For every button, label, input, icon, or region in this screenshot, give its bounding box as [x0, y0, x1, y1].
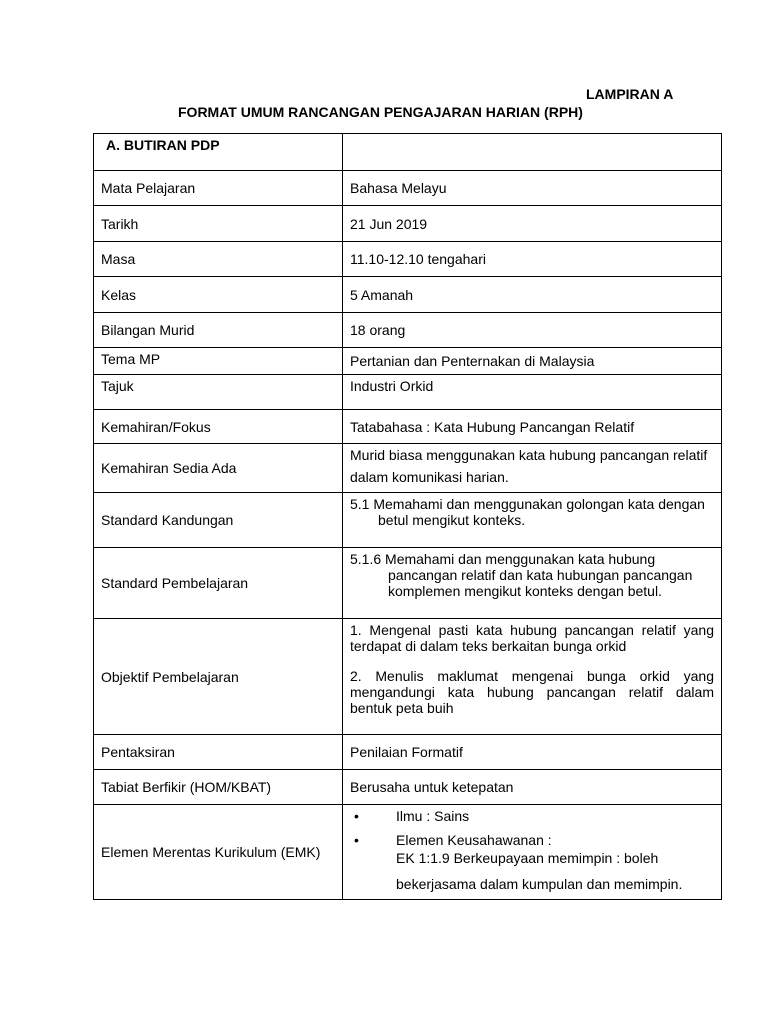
appendix-label: LAMPIRAN A: [586, 86, 674, 102]
objectives-label: Objektif Pembelajaran: [94, 619, 343, 735]
topic-label: Tajuk: [94, 375, 343, 410]
table-row: [94, 493, 722, 548]
prior-skill-line-2: dalam komunikasi harian.: [350, 469, 509, 485]
time-value: 11.10-12.10 tengahari: [343, 242, 722, 277]
table-row: [94, 410, 722, 444]
learning-standard-text: 5.1.6 Memahami dan menggunakan kata hubung pancangan relatif dan kata hubungan pancangan komplemen mengikut konteks dengan betul.: [350, 551, 693, 599]
emk-list: [350, 808, 714, 848]
section-heading: A. BUTIRAN PDP: [94, 134, 343, 171]
objective-item-1: 1. Mengenal pasti kata hubung pancangan relatif yang terdapat di dalam teks berkaitan bunga orkid: [350, 622, 714, 654]
table-row: [94, 444, 722, 493]
list-item: [350, 808, 714, 824]
table-row: [94, 619, 722, 735]
skill-value: Tatabahasa : Kata Hubung Pancangan Relatif: [343, 410, 722, 444]
subject-label: Mata Pelajaran: [94, 171, 343, 206]
table-row: [94, 206, 722, 242]
learning-standard-value: [343, 548, 722, 619]
list-item: [350, 832, 714, 848]
content-standard-value: [343, 493, 722, 548]
table-row: [94, 770, 722, 805]
bullet-icon: •: [354, 832, 359, 848]
class-value: 5 Amanah: [343, 277, 722, 313]
students-value: 18 orang: [343, 313, 722, 348]
skill-label: Kemahiran/Fokus: [94, 410, 343, 444]
bullet-icon: •: [354, 808, 359, 824]
subject-value: Bahasa Melayu: [343, 171, 722, 206]
theme-value: Pertanian dan Penternakan di Malaysia: [343, 348, 722, 375]
thinking-label: Tabiat Berfikir (HOM/KBAT): [94, 770, 343, 805]
table-row: [94, 805, 722, 900]
assessment-label: Pentaksiran: [94, 735, 343, 770]
time-label: Masa: [94, 242, 343, 277]
document-title: FORMAT UMUM RANCANGAN PENGAJARAN HARIAN (RPH): [178, 104, 583, 120]
table-row: [94, 134, 722, 171]
date-value: 21 Jun 2019: [343, 206, 722, 242]
table-row: [94, 375, 722, 410]
prior-skill-line-1: Murid biasa menggunakan kata hubung pancangan relatif: [350, 447, 708, 463]
prior-skill-value: [343, 444, 722, 493]
table-row: [94, 277, 722, 313]
content-standard-text: 5.1 Memahami dan menggunakan golongan kata dengan betul mengikut konteks.: [350, 496, 705, 528]
table-row: [94, 313, 722, 348]
emk-item-1: Ilmu : Sains: [396, 808, 470, 824]
emk-item-2: Elemen Keusahawanan :: [396, 832, 552, 848]
objectives-value: [343, 619, 722, 735]
table-row: [94, 735, 722, 770]
date-label: Tarikh: [94, 206, 343, 242]
thinking-value: Berusaha untuk ketepatan: [343, 770, 722, 805]
lesson-plan-table: [93, 133, 722, 900]
topic-value: Industri Orkid: [343, 375, 722, 410]
table-row: [94, 548, 722, 619]
learning-standard-label: Standard Pembelajaran: [94, 548, 343, 619]
emk-label: Elemen Merentas Kurikulum (EMK): [94, 805, 343, 900]
prior-skill-label: Kemahiran Sedia Ada: [94, 444, 343, 493]
emk-value: [343, 805, 722, 900]
emk-sub-line-2: bekerjasama dalam kumpulan dan memimpin.: [396, 876, 683, 892]
table-row: [94, 348, 722, 375]
content-standard-label: Standard Kandungan: [94, 493, 343, 548]
section-heading-value: [343, 134, 722, 171]
assessment-value: Penilaian Formatif: [343, 735, 722, 770]
theme-label: Tema MP: [94, 348, 343, 375]
objective-item-2: 2. Menulis maklumat mengenai bunga orkid yang mengandungi kata hubung pancangan relatif dalam bentuk peta buih: [350, 668, 714, 716]
emk-sub-line-1: EK 1:1.9 Berkeupayaan memimpin : boleh: [396, 850, 659, 866]
students-label: Bilangan Murid: [94, 313, 343, 348]
table-row: [94, 242, 722, 277]
class-label: Kelas: [94, 277, 343, 313]
table-row: [94, 171, 722, 206]
